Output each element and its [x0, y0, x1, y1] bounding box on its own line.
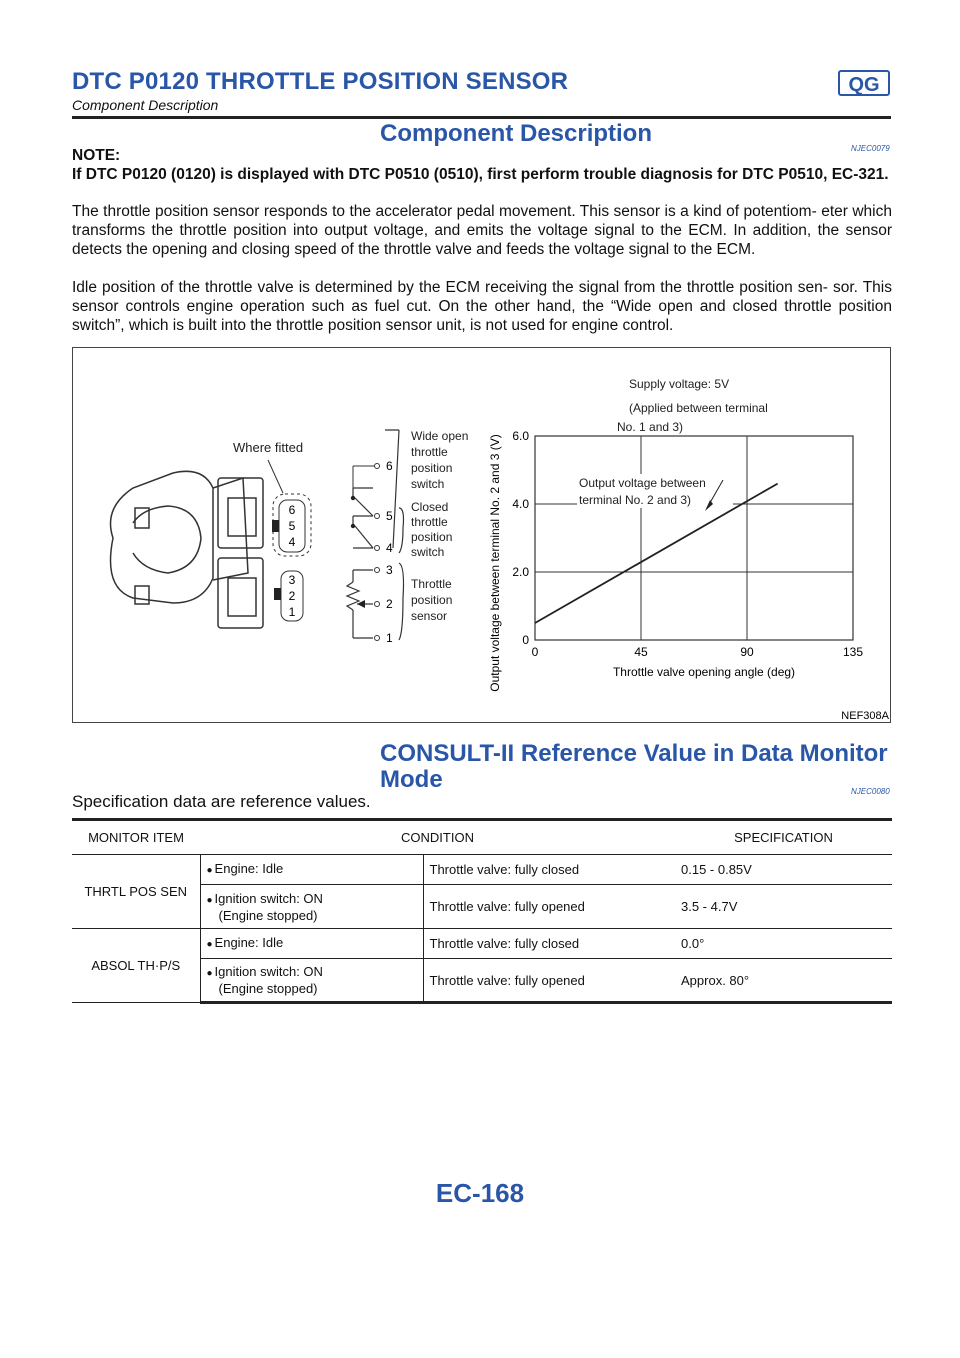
- monitor-item: ABSOL TH·P/S: [72, 929, 200, 1003]
- condition-secondary: Throttle valve: fully closed: [423, 855, 675, 885]
- reference-value-table: [72, 818, 892, 1004]
- terminal-5: [375, 514, 380, 519]
- header-divider: [72, 116, 891, 119]
- wide-open-label-1: Wide open: [411, 429, 469, 443]
- chart-ytick-label: 0: [522, 633, 529, 647]
- sensor-body-drawing: [111, 471, 264, 628]
- condition-primary: ● Ignition switch: ON (Engine stopped): [200, 885, 423, 929]
- chart-ytick-label: 2.0: [512, 565, 529, 579]
- output-note-1: Output voltage between: [579, 476, 706, 490]
- terminal-2: [375, 602, 380, 607]
- page-number: EC-168: [435, 1178, 525, 1208]
- condition-primary: ● Engine: Idle: [200, 855, 423, 885]
- sensor-figure-svg: [73, 348, 892, 724]
- note-label: NOTE:: [72, 147, 121, 164]
- condition-primary: ● Ignition switch: ON (Engine stopped): [200, 959, 423, 1003]
- closed-label-3: position: [411, 530, 453, 544]
- specification-value: 0.15 - 0.85V: [675, 855, 892, 885]
- col-condition: CONDITION: [200, 820, 675, 855]
- wide-open-label-2: throttle: [411, 445, 448, 459]
- terminal-6: [375, 464, 380, 469]
- section-code: NJEC0079: [851, 144, 890, 153]
- condition-primary: ● Engine: Idle: [200, 929, 423, 959]
- switch-contact-lower: [351, 524, 355, 528]
- chart-xlabel: Throttle valve opening angle (deg): [612, 665, 796, 679]
- pin-5: 5: [288, 519, 296, 533]
- monitor-item: THRTL POS SEN: [72, 855, 200, 929]
- terminal-label-4: 4: [386, 541, 393, 555]
- closed-label-2: throttle: [411, 515, 448, 529]
- where-fitted-pointer: [268, 460, 283, 493]
- specification-value: 0.0°: [675, 929, 892, 959]
- chart-annotations: [577, 377, 768, 511]
- sensor-label-1: Throttle: [411, 577, 452, 591]
- terminal-label-3: 3: [386, 563, 393, 577]
- table-row: [72, 929, 892, 959]
- where-fitted-label: Where fitted: [233, 440, 304, 455]
- chart-frame: [535, 436, 853, 640]
- wide-open-label-4: switch: [411, 477, 445, 491]
- pin-6: 6: [288, 503, 296, 517]
- chart-ytick-label: 4.0: [512, 497, 529, 511]
- page-header-title: DTC P0120 THROTTLE POSITION SENSOR: [72, 68, 569, 95]
- paragraph-description: The throttle position sensor responds to the accelerator pedal movement. This sensor is a kind of potentiom- eter which transforms the throttle position into output voltage, and emits the voltage signal to the ECM. In addition, the sensor detects the opening and closing speed of the throttle valve and feeds the voltage signal to the ECM.: [72, 203, 892, 258]
- schematic-labels: [411, 429, 468, 623]
- terminal-label-5: 5: [386, 509, 393, 523]
- terminal-label-1: 1: [386, 631, 393, 645]
- supply-note-3: No. 1 and 3): [617, 420, 684, 434]
- chart-xtick-label: 45: [634, 645, 648, 659]
- terminal-1: [375, 636, 380, 641]
- output-voltage-chart: [488, 429, 863, 692]
- section-title-component-description: Component Description: [380, 120, 653, 147]
- specification-value: Approx. 80°: [675, 959, 892, 1003]
- spec-note: Specification data are reference values.: [72, 792, 371, 811]
- wide-open-label-3: position: [411, 461, 453, 475]
- terminal-4: [375, 546, 380, 551]
- chart-ytick-label: 6.0: [512, 429, 529, 443]
- circuit-schematic: [347, 430, 404, 640]
- note-block: [72, 146, 892, 184]
- condition-secondary: Throttle valve: fully opened: [423, 885, 675, 929]
- sensor-label-3: sensor: [411, 609, 448, 623]
- figure-code: NEF308A: [841, 710, 889, 722]
- section-title-consult: [380, 741, 888, 793]
- paragraph-idle-position: Idle position of the throttle valve is determined by the ECM receiving the signal from the throttle position sen- sor. This sensor controls engine operation such as fuel cut. On the other hand, the “Wide open and closed throttle position switch”, which is built into the throttle position sensor unit, is not used for engine control.: [72, 279, 892, 334]
- pin-4: 4: [288, 535, 296, 549]
- section-title-consult-line1: CONSULT-II Reference Value in Data Monitor: [380, 740, 888, 767]
- chart-xtick-label: 135: [842, 645, 864, 659]
- section-code-2: NJEC0080: [851, 787, 890, 796]
- table-row: [72, 855, 892, 885]
- connector-key-upper: [272, 520, 279, 532]
- pin-3: 3: [288, 573, 296, 587]
- pin-1: 1: [288, 605, 296, 619]
- note-text: If DTC P0120 (0120) is displayed with DTC P0510 (0510), first perform trouble diagnosis for DTC P0510, EC-321.: [72, 166, 889, 183]
- specification-value: 3.5 - 4.7V: [675, 885, 892, 929]
- sensor-label-2: position: [411, 593, 453, 607]
- sensor-figure: [72, 347, 891, 723]
- condition-secondary: Throttle valve: fully closed: [423, 929, 675, 959]
- closed-label-4: switch: [411, 545, 445, 559]
- supply-note-2: (Applied between terminal: [629, 401, 768, 415]
- page-header-subtitle: Component Description: [72, 97, 219, 113]
- table-header-row: [72, 820, 892, 855]
- pin-2: 2: [288, 589, 296, 603]
- terminal-3: [375, 568, 380, 573]
- chart-ylabel: Output voltage between terminal No. 2 and 3 (V): [488, 434, 502, 692]
- connector-key-lower: [274, 588, 281, 600]
- output-note-2: terminal No. 2 and 3): [579, 493, 692, 507]
- switch-contact-upper: [351, 496, 355, 500]
- engine-badge: QG: [838, 70, 890, 96]
- condition-secondary: Throttle valve: fully opened: [423, 959, 675, 1003]
- terminal-label-2: 2: [386, 597, 393, 611]
- col-monitor-item: MONITOR ITEM: [72, 820, 200, 855]
- chart-xtick-label: 0: [531, 645, 539, 659]
- col-specification: SPECIFICATION: [675, 820, 892, 855]
- chart-xtick-label: 90: [740, 645, 754, 659]
- section-title-consult-line2: Mode: [380, 766, 443, 793]
- terminal-label-6: 6: [386, 459, 393, 473]
- supply-note-1: Supply voltage: 5V: [629, 377, 730, 391]
- closed-label-1: Closed: [411, 500, 449, 514]
